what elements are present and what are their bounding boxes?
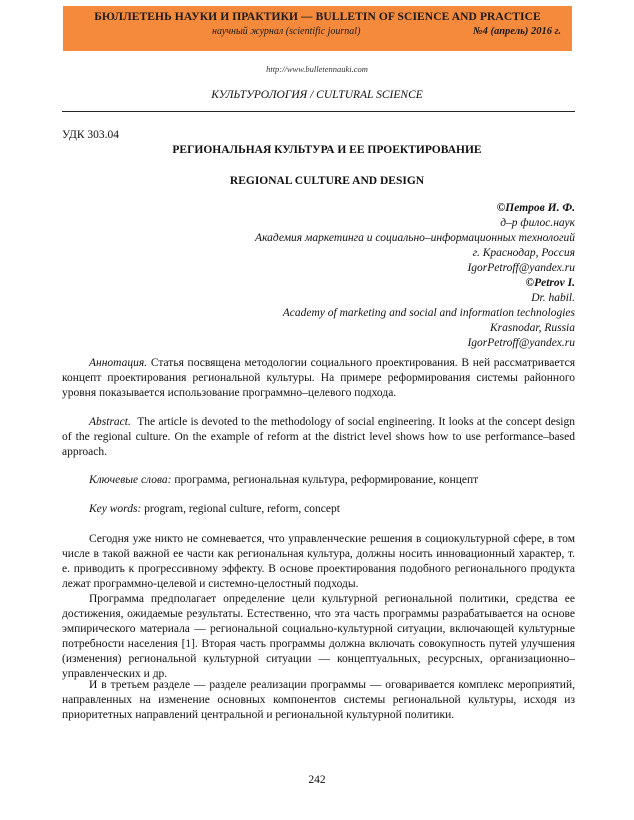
author-name-ru: ©Петров И. Ф. (496, 202, 575, 214)
abstract-en-text: The article is devoted to the methodology of social engineering. It looks at the concept design of the regional culture. On the example of reform at the district level shows how to use performance–based approach. (62, 416, 575, 458)
author-degree-en: Dr. habil. (531, 292, 575, 304)
journal-url[interactable]: http://www.bulletennauki.com (266, 64, 368, 74)
author-location-ru: г. Краснодар, Россия (472, 247, 575, 259)
author-email-ru[interactable]: IgorPetroff@yandex.ru (467, 262, 575, 274)
author-affiliation-en: Academy of marketing and social and information technologies (282, 307, 575, 319)
journal-title: БЮЛЛЕТЕНЬ НАУКИ И ПРАКТИКИ — BULLETIN OF SCIENCE AND PRACTICE (94, 11, 541, 23)
article-title-en: REGIONAL CULTURE AND DESIGN (229, 175, 425, 187)
author-affiliation-ru: Академия маркетинга и социально–информационных технологий (255, 232, 575, 244)
body-paragraph: И в третьем разделе — разделе реализации программы — оговаривается комплекс мероприятий, направленных на изменение основных компонентов системы региональной культуры, исходя из приоритетных направлений центральной и региональной культурной политики. (62, 679, 575, 721)
body-paragraph: Сегодня уже никто не сомневается, что управленческие решения в социокультурной сфере, в том числе в такой важной ее части как региональная культура, должны носить инновационный характер, т. е. приводить к прогрессивному эффекту. В основе проектирования подобного регионального продукта лежат программно-целевой и системно-целостный подходы. (62, 533, 575, 590)
journal-subtitle: научный журнал (scientific journal) (212, 26, 361, 37)
header-divider (62, 111, 575, 112)
journal-banner (63, 6, 572, 51)
abstract-en-label: Abstract. (89, 416, 131, 428)
author-block (255, 201, 575, 351)
udk-code: УДК 303.04 (62, 129, 119, 141)
keywords-ru (62, 473, 575, 488)
abstract-ru (62, 356, 575, 401)
section-heading: КУЛЬТУРОЛОГИЯ / CULTURAL SCIENCE (211, 89, 423, 101)
keywords-en-label: Key words: (89, 503, 142, 515)
keywords-en-text: program, regional culture, reform, concept (144, 503, 340, 515)
keywords-ru-text: программа, региональная культура, реформирование, концепт (174, 474, 479, 486)
body-paragraph: Программа предполагает определение цели культурной региональной политики, средства ее достижения, ожидаемые результаты. Естественно, что эта часть программы разрабатывается на основе эмпирического материала — региональной социально-культурной ситуации, включающей культурные потребности населения [1]. Вторая часть программы должна включать совокупность путей улучшения (изменения) региональной культурной ситуации — концептуальных, ресурсных, организационно–управленческих и др. (62, 593, 575, 680)
author-degree-ru: д–р филос.наук (500, 217, 575, 229)
article-title-ru: РЕГИОНАЛЬНАЯ КУЛЬТУРА И ЕЕ ПРОЕКТИРОВАНИЕ (172, 144, 482, 156)
keywords-ru-label: Ключевые слова: (89, 474, 172, 486)
author-name-en: ©Petrov I. (525, 277, 575, 289)
abstract-ru-text: Статья посвящена методологии социального проектирования. В ней рассматривается концепт проектирования региональной культуры. На примере реформирования системы районного уровня показывается использование программно–целевого подхода. (62, 357, 575, 399)
author-location-en: Krasnodar, Russia (490, 322, 575, 334)
author-email-en[interactable]: IgorPetroff@yandex.ru (467, 337, 575, 349)
page-number: 242 (308, 774, 326, 786)
abstract-ru-label: Аннотация. (89, 357, 148, 369)
keywords-en (62, 502, 575, 517)
issue-label: №4 (апрель) 2016 г. (472, 26, 561, 37)
abstract-en (62, 415, 575, 460)
